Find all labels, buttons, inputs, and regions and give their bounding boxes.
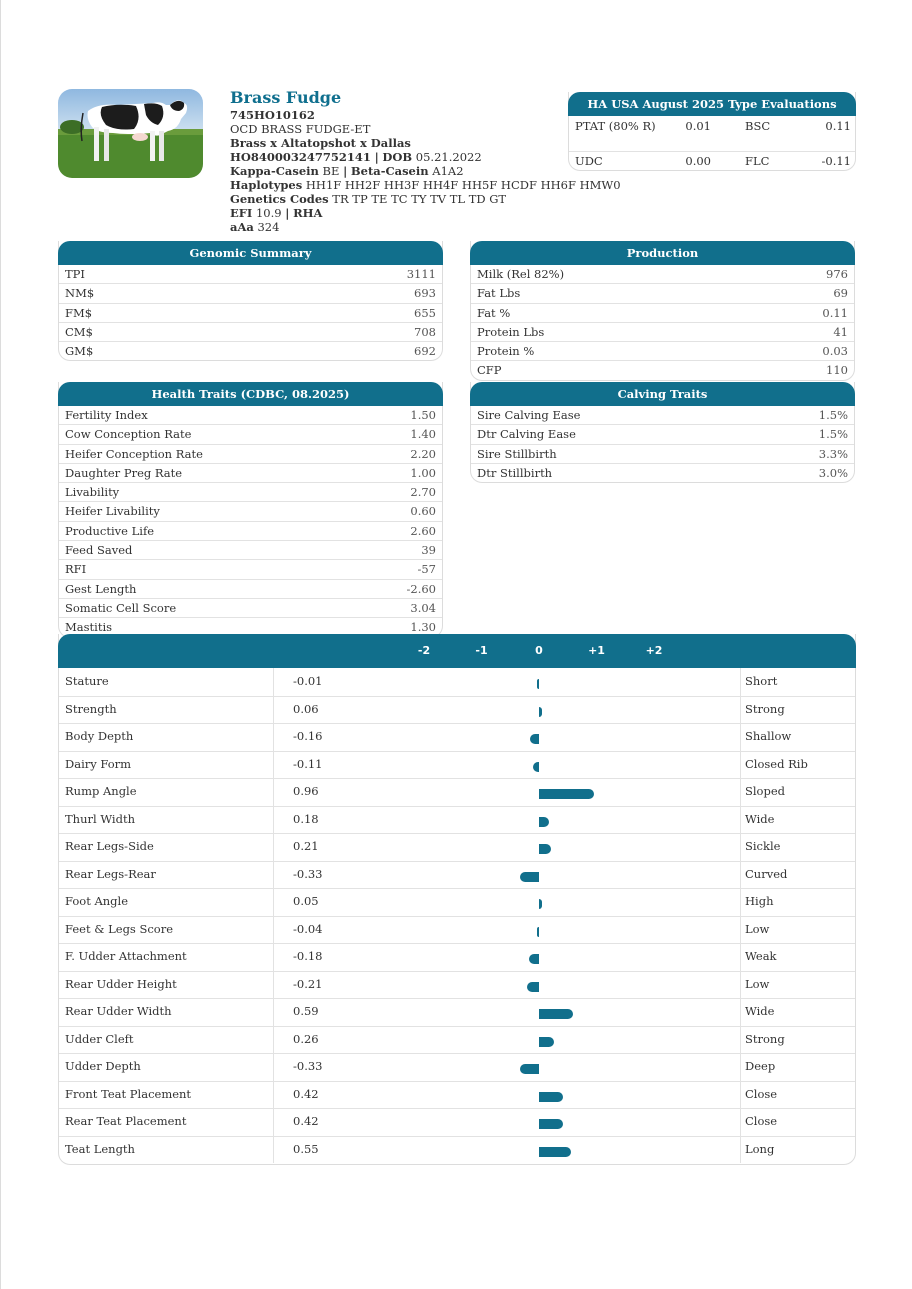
linear-trait-row bbox=[59, 1108, 855, 1137]
health-row bbox=[59, 541, 442, 560]
trait-name: Rear Legs-Rear bbox=[65, 866, 156, 881]
linear-trait-row bbox=[59, 751, 855, 780]
linear-trait-row bbox=[59, 1136, 855, 1164]
genomic-row bbox=[59, 323, 442, 342]
trait-bar bbox=[539, 789, 594, 799]
trait-bar bbox=[520, 872, 539, 882]
aaa-label: aAa bbox=[230, 220, 254, 234]
trait-name: Dairy Form bbox=[65, 756, 132, 771]
health-row bbox=[59, 522, 442, 541]
trait-name: Foot Angle bbox=[65, 894, 129, 908]
cow-photo bbox=[58, 89, 203, 178]
bull-name: Brass Fudge bbox=[230, 88, 342, 107]
trait-descriptor: Short bbox=[745, 674, 778, 688]
trait-descriptor: Weak bbox=[745, 949, 777, 963]
calving-traits-box bbox=[470, 382, 855, 483]
linear-trait-row bbox=[59, 1081, 855, 1110]
trait-name: Udder Depth bbox=[65, 1059, 141, 1073]
trait-descriptor: Sloped bbox=[745, 784, 786, 798]
udc-label: UDC bbox=[575, 154, 603, 168]
linear-trait-row bbox=[59, 723, 855, 752]
production-label: Milk (Rel 82%) bbox=[477, 267, 565, 281]
genomic-value: 3111 bbox=[406, 267, 436, 281]
trait-value: 0.96 bbox=[293, 784, 319, 798]
trait-bar bbox=[537, 927, 539, 937]
genomic-value: 655 bbox=[414, 305, 436, 320]
linear-trait-row bbox=[59, 916, 855, 945]
trait-value: -0.01 bbox=[293, 674, 323, 688]
production-row bbox=[471, 342, 854, 361]
trait-value: -0.33 bbox=[293, 1059, 323, 1073]
trait-name: Rump Angle bbox=[65, 784, 137, 798]
health-row bbox=[59, 425, 442, 444]
production-row bbox=[471, 284, 854, 303]
health-value: 1.40 bbox=[410, 427, 436, 442]
production-value: 110 bbox=[826, 363, 848, 378]
trait-name: Rear Udder Height bbox=[65, 976, 177, 991]
trait-name: Udder Cleft bbox=[65, 1031, 134, 1046]
linear-profile-chart bbox=[58, 634, 856, 1165]
health-label: Gest Length bbox=[65, 581, 137, 596]
genomic-row bbox=[59, 284, 442, 303]
flc-label: FLC bbox=[745, 154, 770, 168]
genomic-label: GM$ bbox=[65, 344, 94, 359]
health-value: 1.50 bbox=[410, 408, 436, 422]
health-row bbox=[59, 580, 442, 599]
calving-label: Sire Calving Ease bbox=[477, 408, 581, 422]
genomic-value: 708 bbox=[414, 324, 436, 339]
trait-bar bbox=[539, 707, 542, 717]
scale-tick: +1 bbox=[588, 644, 605, 657]
production-row bbox=[471, 361, 854, 379]
rha-label: RHA bbox=[293, 206, 323, 220]
genomic-summary-box bbox=[58, 241, 443, 361]
genomic-row bbox=[59, 265, 442, 284]
linear-trait-row bbox=[59, 778, 855, 807]
health-label: Fertility Index bbox=[65, 408, 148, 422]
trait-descriptor: Sickle bbox=[745, 839, 781, 853]
calving-row bbox=[471, 425, 854, 444]
health-label: RFI bbox=[65, 562, 87, 577]
trait-value: -0.04 bbox=[293, 921, 323, 936]
calving-label: Dtr Stillbirth bbox=[477, 465, 553, 480]
health-label: Heifer Livability bbox=[65, 504, 160, 519]
linear-trait-row bbox=[59, 943, 855, 972]
health-value: 1.00 bbox=[410, 465, 436, 480]
calving-value: 1.5% bbox=[818, 427, 848, 442]
sep: | bbox=[343, 164, 348, 178]
health-row bbox=[59, 464, 442, 483]
calving-label: Sire Stillbirth bbox=[477, 446, 557, 461]
genetics-label: Genetics Codes bbox=[230, 192, 329, 206]
trait-bar bbox=[533, 762, 539, 772]
health-row bbox=[59, 445, 442, 464]
pedigree: Brass x Altatopshot x Dallas bbox=[230, 136, 411, 150]
genomic-label: FM$ bbox=[65, 305, 93, 320]
scale-tick: +2 bbox=[645, 644, 663, 657]
trait-name: Teat Length bbox=[65, 1141, 135, 1156]
trait-name: F. Udder Attachment bbox=[65, 949, 187, 963]
health-label: Somatic Cell Score bbox=[65, 600, 177, 615]
trait-bar bbox=[539, 1147, 571, 1157]
health-value: 0.60 bbox=[410, 504, 436, 519]
genomic-label: TPI bbox=[65, 267, 85, 281]
production-label: Fat Lbs bbox=[477, 286, 521, 301]
trait-value: -0.18 bbox=[293, 949, 323, 963]
trait-descriptor: Curved bbox=[745, 866, 788, 881]
trait-name: Stature bbox=[65, 674, 109, 688]
trait-name: Feet & Legs Score bbox=[65, 921, 174, 936]
trait-descriptor: Low bbox=[745, 976, 770, 991]
udc-value: 0.00 bbox=[685, 154, 711, 168]
trait-name: Front Teat Placement bbox=[65, 1086, 192, 1101]
sep: | bbox=[374, 150, 379, 164]
trait-descriptor: Deep bbox=[745, 1059, 776, 1073]
trait-descriptor: Shallow bbox=[745, 729, 792, 743]
health-value: -2.60 bbox=[406, 581, 436, 596]
linear-scale-header bbox=[58, 634, 856, 668]
trait-bar bbox=[539, 1092, 563, 1102]
trait-bar bbox=[539, 1037, 554, 1047]
health-value: 2.20 bbox=[410, 446, 436, 461]
trait-bar bbox=[539, 817, 549, 827]
production-rows bbox=[471, 265, 854, 380]
linear-trait-row bbox=[59, 861, 855, 890]
trait-descriptor: Low bbox=[745, 921, 770, 936]
health-value: -57 bbox=[417, 562, 436, 577]
health-label: Heifer Conception Rate bbox=[65, 446, 203, 461]
production-row bbox=[471, 323, 854, 342]
haplotypes-label: Haplotypes bbox=[230, 178, 303, 192]
trait-descriptor: Close bbox=[745, 1114, 778, 1128]
calving-value: 3.3% bbox=[818, 446, 848, 461]
genomic-label: NM$ bbox=[65, 286, 95, 301]
health-label: Productive Life bbox=[65, 523, 155, 538]
linear-trait-row bbox=[59, 696, 855, 725]
calving-value: 1.5% bbox=[818, 408, 848, 422]
ptat-label: PTAT (80% R) bbox=[575, 119, 656, 133]
efi-label: EFI bbox=[230, 206, 253, 220]
linear-trait-row bbox=[59, 888, 855, 917]
trait-bar bbox=[520, 1064, 539, 1074]
trait-descriptor: High bbox=[745, 894, 774, 908]
trait-bar bbox=[537, 679, 539, 689]
calving-row bbox=[471, 406, 854, 425]
calving-label: Dtr Calving Ease bbox=[477, 427, 576, 442]
genomic-value: 692 bbox=[414, 344, 436, 359]
scale-tick: -1 bbox=[475, 644, 488, 657]
trait-descriptor: Close bbox=[745, 1086, 778, 1101]
health-row bbox=[59, 599, 442, 618]
trait-bar bbox=[527, 982, 539, 992]
calving-row bbox=[471, 445, 854, 464]
trait-value: 0.42 bbox=[293, 1086, 319, 1101]
trait-value: -0.11 bbox=[293, 756, 323, 771]
page-edge bbox=[0, 0, 1, 1289]
calving-traits-title: Calving Traits bbox=[470, 382, 855, 406]
health-label: Feed Saved bbox=[65, 543, 133, 558]
trait-value: 0.21 bbox=[293, 839, 319, 853]
genomic-row bbox=[59, 304, 442, 323]
beta-label: Beta-Casein bbox=[350, 164, 429, 178]
health-traits-box bbox=[58, 382, 443, 638]
linear-trait-row bbox=[59, 833, 855, 862]
holstein-cow-photo-icon bbox=[58, 89, 203, 178]
linear-trait-row bbox=[59, 971, 855, 1000]
trait-descriptor: Wide bbox=[745, 811, 775, 826]
health-value: 2.60 bbox=[410, 523, 436, 538]
health-label: Livability bbox=[65, 485, 120, 500]
calving-traits-rows bbox=[471, 406, 854, 482]
trait-name: Strength bbox=[65, 701, 117, 716]
health-row bbox=[59, 483, 442, 502]
genomic-summary-rows bbox=[59, 265, 442, 360]
genomic-label: CM$ bbox=[65, 324, 93, 339]
trait-descriptor: Strong bbox=[745, 701, 785, 716]
trait-name: Rear Legs-Side bbox=[65, 839, 154, 853]
efi-value: 10.9 bbox=[255, 206, 282, 220]
trait-value: -0.21 bbox=[293, 976, 323, 991]
reg-name: OCD BRASS FUDGE-ET bbox=[230, 122, 371, 136]
linear-trait-row bbox=[59, 806, 855, 835]
trait-value: 0.06 bbox=[293, 701, 319, 716]
trait-value: 0.55 bbox=[293, 1141, 319, 1156]
production-label: Protein % bbox=[477, 344, 535, 359]
trait-name: Rear Teat Placement bbox=[65, 1114, 187, 1128]
type-evaluations-title: HA USA August 2025 Type Evaluations bbox=[568, 92, 856, 116]
trait-name: Body Depth bbox=[65, 729, 134, 743]
production-label: CFP bbox=[477, 363, 502, 378]
health-value: 3.04 bbox=[410, 600, 436, 615]
health-value: 1.30 bbox=[410, 620, 436, 635]
health-traits-rows bbox=[59, 406, 442, 637]
trait-bar bbox=[539, 899, 542, 909]
health-traits-title: Health Traits (CDBC, 08.2025) bbox=[58, 382, 443, 406]
registration-id: HO840003247752141 bbox=[230, 150, 371, 164]
linear-trait-row bbox=[59, 1053, 855, 1082]
production-label: Fat % bbox=[477, 305, 511, 320]
production-row bbox=[471, 265, 854, 284]
production-value: 41 bbox=[833, 324, 848, 339]
genomic-summary-title: Genomic Summary bbox=[58, 241, 443, 265]
bsc-value: 0.11 bbox=[825, 119, 851, 133]
haplotypes-value: HH1F HH2F HH3F HH4F HH5F HCDF HH6F HMW0 bbox=[305, 178, 621, 192]
trait-value: -0.16 bbox=[293, 729, 323, 743]
production-value: 69 bbox=[833, 286, 848, 301]
production-label: Protein Lbs bbox=[477, 324, 545, 339]
production-box bbox=[470, 241, 855, 381]
production-value: 976 bbox=[826, 267, 848, 281]
trait-name: Thurl Width bbox=[65, 811, 135, 826]
production-value: 0.03 bbox=[822, 344, 848, 359]
production-value: 0.11 bbox=[822, 305, 848, 320]
trait-descriptor: Wide bbox=[745, 1004, 775, 1018]
kappa-label: Kappa-Casein bbox=[230, 164, 319, 178]
health-row bbox=[59, 406, 442, 425]
calving-value: 3.0% bbox=[818, 465, 848, 480]
flc-value: -0.11 bbox=[821, 154, 851, 168]
dob-label: DOB bbox=[382, 150, 413, 164]
linear-trait-row bbox=[59, 998, 855, 1027]
genomic-value: 693 bbox=[414, 286, 436, 301]
type-evaluations-box bbox=[568, 92, 856, 171]
ptat-value: 0.01 bbox=[685, 119, 711, 133]
trait-value: 0.18 bbox=[293, 811, 319, 826]
trait-bar bbox=[530, 734, 539, 744]
trait-name: Rear Udder Width bbox=[65, 1004, 172, 1018]
trait-value: -0.33 bbox=[293, 866, 323, 881]
trait-descriptor: Strong bbox=[745, 1031, 785, 1046]
calving-row bbox=[471, 464, 854, 482]
production-title: Production bbox=[470, 241, 855, 265]
health-row bbox=[59, 502, 442, 521]
trait-value: 0.26 bbox=[293, 1031, 319, 1046]
health-row bbox=[59, 560, 442, 579]
linear-trait-row bbox=[59, 668, 855, 697]
trait-value: 0.59 bbox=[293, 1004, 319, 1018]
kappa-value: BE bbox=[322, 164, 340, 178]
linear-trait-row bbox=[59, 1026, 855, 1055]
aaa-value: 324 bbox=[257, 220, 280, 234]
production-row bbox=[471, 304, 854, 323]
trait-value: 0.42 bbox=[293, 1114, 319, 1128]
health-label: Cow Conception Rate bbox=[65, 427, 192, 442]
health-label: Daughter Preg Rate bbox=[65, 465, 183, 480]
trait-value: 0.05 bbox=[293, 894, 319, 908]
genetics-value: TR TP TE TC TY TV TL TD GT bbox=[332, 192, 507, 206]
genomic-row bbox=[59, 342, 442, 360]
dob-value: 05.21.2022 bbox=[415, 150, 482, 164]
trait-bar bbox=[539, 1009, 573, 1019]
scale-tick: -2 bbox=[417, 644, 431, 657]
health-value: 39 bbox=[421, 543, 436, 558]
trait-bar bbox=[529, 954, 539, 964]
scale-tick: 0 bbox=[535, 644, 543, 657]
bull-code: 745HO10162 bbox=[230, 108, 315, 122]
bsc-label: BSC bbox=[745, 119, 771, 133]
health-value: 2.70 bbox=[410, 485, 436, 500]
trait-descriptor: Long bbox=[745, 1141, 775, 1156]
beta-value: A1A2 bbox=[432, 164, 464, 178]
sep: | bbox=[285, 206, 290, 220]
health-label: Mastitis bbox=[65, 620, 113, 635]
trait-descriptor: Closed Rib bbox=[745, 756, 808, 771]
trait-bar bbox=[539, 844, 551, 854]
trait-bar bbox=[539, 1119, 563, 1129]
